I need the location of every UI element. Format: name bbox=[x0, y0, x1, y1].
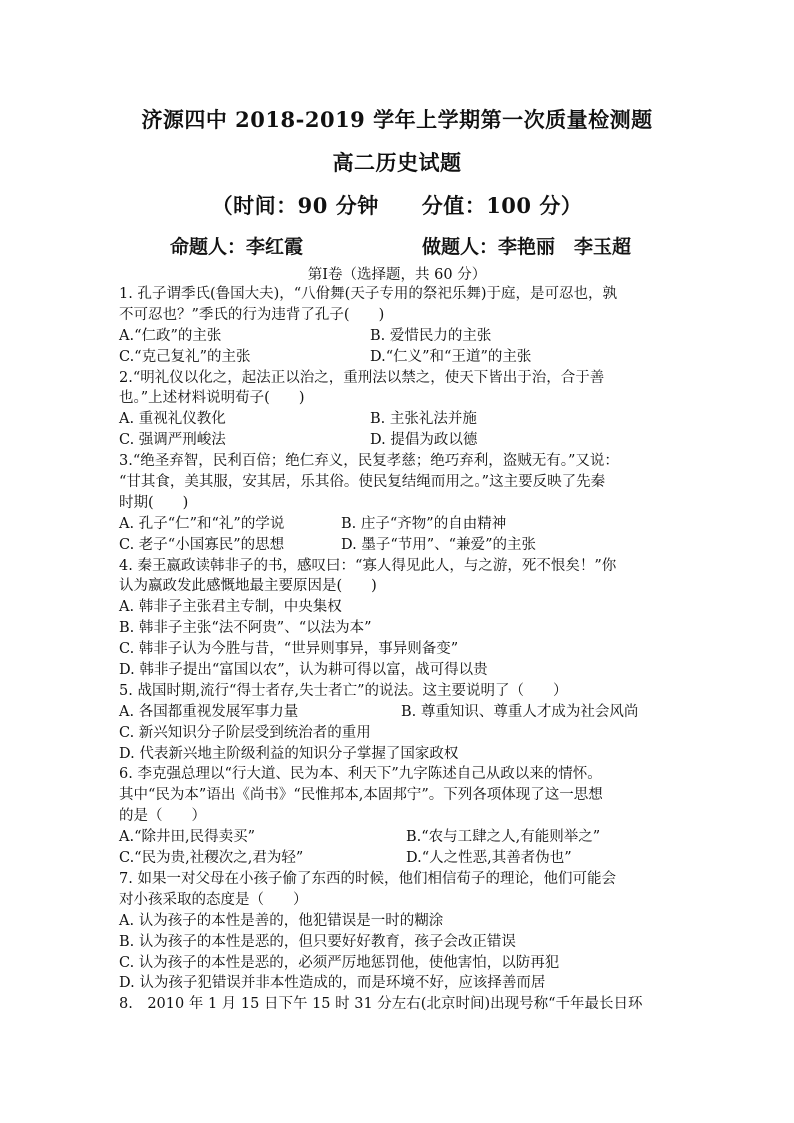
question-stem-line: 2.“明礼仪以化之，起法正以治之，重刑法以禁之，使天下皆出于治，合于善 bbox=[119, 369, 605, 386]
answer-option: C. 认为孩子的本性是恶的，必须严厉地惩罚他，使他害怕，以防再犯 bbox=[119, 954, 560, 971]
question-stem-line: 8. 2010 年 1 月 15 日下午 15 时 31 分左右(北京时间)出现号称“千年最长日环 bbox=[119, 996, 643, 1013]
answer-option: C.“民为贵,社稷次之,君为轻” bbox=[119, 850, 304, 867]
option-row bbox=[119, 848, 684, 869]
question-7 bbox=[119, 869, 684, 994]
question-3 bbox=[119, 451, 684, 555]
question-setter: 命题人：李红霞 bbox=[170, 236, 304, 258]
school-title: 济源四中 2018-2019 学年上学期第一次质量检测题 bbox=[141, 107, 653, 132]
question-stem-line: 1. 孔子谓季氏(鲁国大夫)，“八佾舞(天子专用的祭祀乐舞)于庭，是可忍也，孰 bbox=[119, 286, 617, 302]
question-stem-line: 6. 李克强总理以“行大道、民为本、利天下”九字陈述自己从政以来的情怀。 bbox=[119, 766, 602, 783]
question-stem-line: 5. 战国时期,流行“得士者存,失士者亡”的说法。这主要说明了（ ） bbox=[119, 682, 568, 699]
answer-option: A. 重视礼仪教化 bbox=[119, 411, 226, 428]
answer-option: B. 尊重知识、尊重人才成为社会风尚 bbox=[401, 703, 639, 720]
option-row bbox=[119, 535, 684, 556]
answer-option: C. 强调严刑峻法 bbox=[119, 432, 226, 449]
time-score-line: （时间：90 分钟 分值：100 分） bbox=[211, 193, 583, 218]
option-row bbox=[119, 326, 684, 347]
answer-option: B. 庄子“齐物”的自由精神 bbox=[341, 515, 507, 532]
question-2 bbox=[119, 368, 684, 452]
answer-option: A. 孔子“仁”和“礼”的学说 bbox=[119, 515, 285, 532]
answer-option: A. 各国都重视发展军事力量 bbox=[119, 703, 299, 720]
section-title: 第Ⅰ卷（选择题，共 60 分） bbox=[307, 267, 487, 283]
answer-option: D. 代表新兴地主阶级利益的知识分子掌握了国家政权 bbox=[119, 745, 459, 762]
answer-option: D. 韩非子提出“富国以农”，认为耕可得以富，战可得以贵 bbox=[119, 662, 488, 679]
option-row bbox=[119, 409, 684, 430]
question-stem-line: 3.“绝圣弃智，民利百倍；绝仁弃义，民复孝慈；绝巧弃利，盗贼无有。”又说： bbox=[119, 453, 619, 470]
question-stem-line: 也。”上述材料说明荀子( ) bbox=[119, 390, 305, 407]
answer-option: A.“除井田,民得卖买” bbox=[119, 829, 256, 846]
answer-option: B. 主张礼法并施 bbox=[370, 411, 477, 428]
answer-option: A.“仁政”的主张 bbox=[119, 327, 222, 344]
question-stem-line: “甘其食，美其服，安其居，乐其俗。使民复结绳而用之。”这主要反映了先秦 bbox=[119, 474, 606, 491]
question-stem-line: 认为嬴政发此感慨地最主要原因是( ) bbox=[119, 578, 377, 595]
question-4 bbox=[119, 556, 684, 681]
answer-option: C. 韩非子认为今胜与昔，“世异则事异，事异则备变” bbox=[119, 641, 459, 658]
question-stem-line: 其中“民为本”语出《尚书》“民惟邦本,本固邦宁”。下列各项体现了这一思想 bbox=[119, 787, 603, 804]
question-6 bbox=[119, 764, 684, 868]
answer-option: C. 老子“小国寡民”的思想 bbox=[119, 536, 285, 553]
question-stem-line: 的是（ ） bbox=[119, 808, 206, 825]
question-8 bbox=[119, 994, 684, 1015]
question-stem-line: 4. 秦王嬴政读韩非子的书，感叹曰：“寡人得见此人，与之游，死不恨矣！”你 bbox=[119, 557, 617, 574]
question-list bbox=[119, 284, 684, 1015]
question-stem-line: 7. 如果一对父母在小孩子偷了东西的时候，他们相信荀子的理论，他们可能会 bbox=[119, 870, 616, 887]
answer-option: D. 提倡为政以德 bbox=[370, 432, 478, 449]
answer-option: B. 爱惜民力的主张 bbox=[370, 327, 492, 344]
option-row bbox=[119, 347, 684, 368]
answer-option: B.“农与工肆之人,有能则举之” bbox=[406, 829, 601, 846]
answer-option: B. 韩非子主张“法不阿贵”、“以法为本” bbox=[119, 620, 372, 637]
question-stem-line: 不可忍也？”季氏的行为违背了孔子( ) bbox=[119, 306, 385, 323]
option-row bbox=[119, 702, 684, 723]
answer-option: A. 认为孩子的本性是善的，他犯错误是一时的糊涂 bbox=[119, 912, 444, 929]
answer-option: C.“克己复礼”的主张 bbox=[119, 348, 251, 365]
option-row bbox=[119, 514, 684, 535]
question-stem-line: 对小孩采取的态度是（ ） bbox=[119, 891, 308, 908]
answer-option: B. 认为孩子的本性是恶的，但只要好好教育，孩子会改正错误 bbox=[119, 933, 516, 950]
question-stem-line: 时期( ) bbox=[119, 494, 189, 511]
answer-option: A. 韩非子主张君主专制，中央集权 bbox=[119, 599, 342, 616]
subject-title: 高二历史试题 bbox=[332, 150, 462, 175]
answer-option: D. 墨子“节用”、“兼爱”的主张 bbox=[341, 536, 536, 553]
answer-option: D. 认为孩子犯错误并非本性造成的，而是环境不好，应该择善而居 bbox=[119, 975, 546, 992]
answer-option: C. 新兴知识分子阶层受到统治者的重用 bbox=[119, 724, 371, 741]
question-solver: 做题人：李艳丽 李玉超 bbox=[422, 236, 632, 258]
answer-option: D.“人之性恶,其善者伪也” bbox=[406, 850, 572, 867]
option-row bbox=[119, 827, 684, 848]
option-row bbox=[119, 430, 684, 451]
answer-option: D.“仁义”和“王道”的主张 bbox=[370, 348, 532, 365]
question-5 bbox=[119, 681, 684, 765]
makers-line bbox=[170, 232, 674, 259]
question-1 bbox=[119, 284, 684, 368]
